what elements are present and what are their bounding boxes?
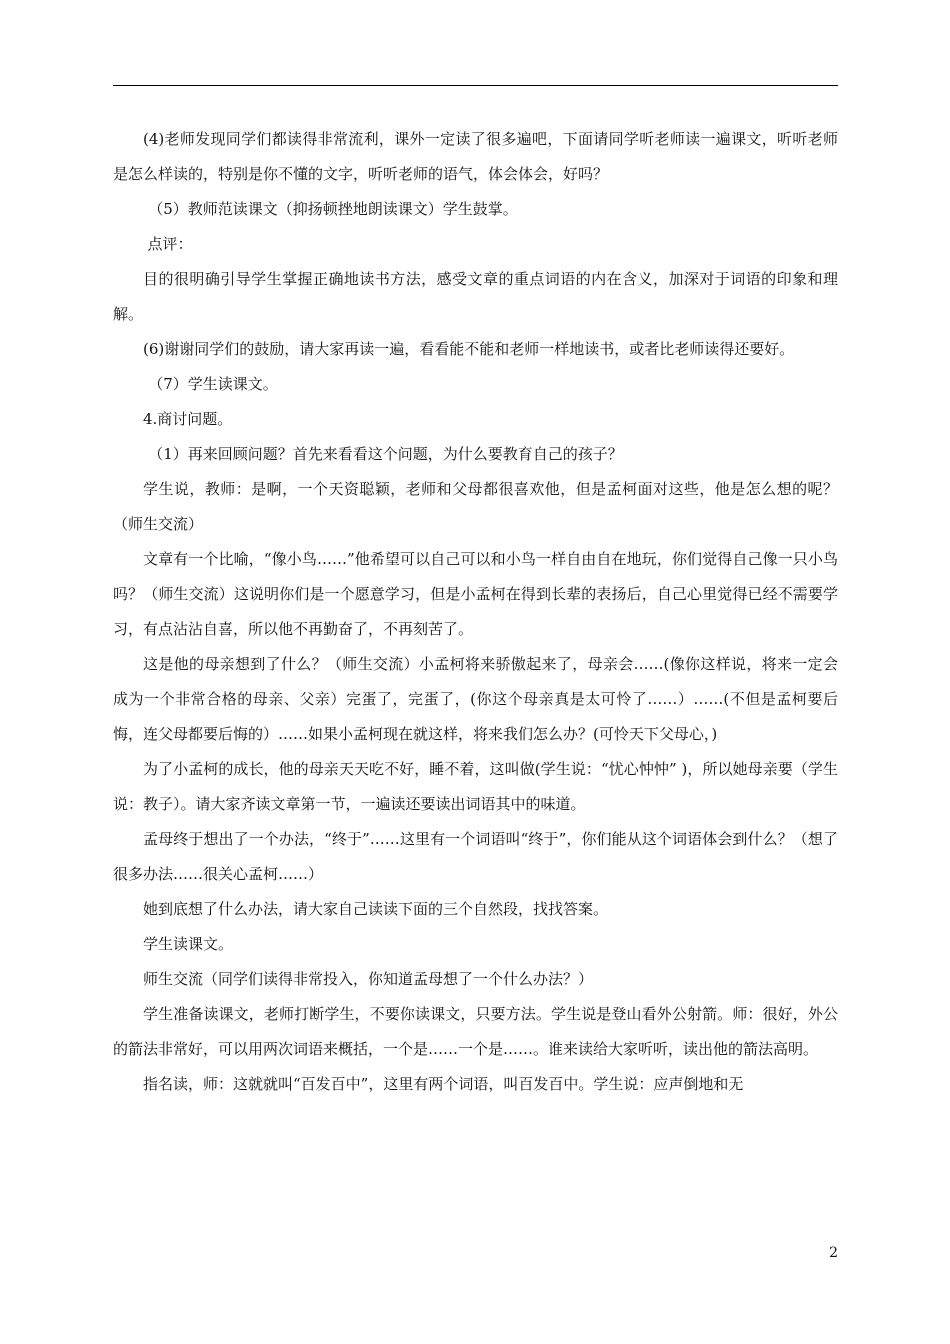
paragraph: (4)老师发现同学们都读得非常流利，课外一定读了很多遍吧，下面请同学听老师读一遍课文，听听老师是怎么样读的，特别是你不懂的文字，听听老师的语气，体会体会，好吗？	[113, 130, 838, 183]
header-rule	[113, 85, 838, 86]
paragraph: 学生说，教师：是啊，一个天资聪颖，老师和父母都很喜欢他，但是孟柯面对这些，他是怎么想的呢？（师生交流）	[113, 480, 838, 533]
paragraph: 为了小孟柯的成长，他的母亲天天吃不好，睡不着，这叫做(学生说：“忧心忡忡” )，所以她母亲要（学生说：教子）。请大家齐读文章第一节，一遍读还要读出词语其中的味道。	[113, 760, 838, 813]
page-number: 2	[829, 1245, 838, 1261]
section-heading: 4.商讨问题。	[143, 410, 233, 428]
paragraph: （5）教师范读课文（抑扬顿挫地朗读课文）学生鼓掌。	[148, 200, 518, 218]
paragraph: （7）学生读课文。	[148, 375, 278, 393]
paragraph: （1）再来回顾问题？首先来看看这个问题，为什么要教育自己的孩子？	[148, 445, 623, 463]
paragraph: 她到底想了什么办法，请大家自己读读下面的三个自然段，找找答案。	[143, 900, 609, 918]
paragraph: 指名读，师：这就就叫“百发百中”，这里有两个词语，叫百发百中。学生说：应声倒地和无	[143, 1075, 744, 1093]
paragraph: (6)谢谢同学们的鼓励，请大家再读一遍，看看能不能和老师一样地读书，或者比老师读得还要好。	[143, 340, 795, 358]
comment-label: 点评：	[147, 235, 193, 253]
paragraph: 学生读课文。	[143, 935, 234, 953]
paragraph: 学生准备读课文，老师打断学生，不要你读课文，只要方法。学生说是登山看外公射箭。师：很好，外公的箭法非常好，可以用两次词语来概括，一个是……一个是……。谁来读给大家听听，读出他的箭法高明。	[113, 1005, 838, 1058]
document-body	[113, 122, 838, 1102]
paragraph: 孟母终于想出了一个办法，“终于”……这里有一个词语叫“终于”，你们能从这个词语体会到什么？（想了很多办法……很关心孟柯……）	[113, 830, 838, 883]
paragraph: 师生交流（同学们读得非常投入，你知道孟母想了一个什么办法？）	[143, 970, 594, 988]
paragraph: 这是他的母亲想到了什么？（师生交流）小孟柯将来骄傲起来了，母亲会……(像你这样说，将来一定会成为一个非常合格的母亲、父亲）完蛋了，完蛋了，(你这个母亲真是太可怜了……）……(不但是孟柯要后悔，连父母都要后悔的）……如果小孟柯现在就这样，将来我们怎么办？(可怜天下父母心，)	[113, 655, 838, 743]
paragraph: 文章有一个比喻，“像小鸟……”他希望可以自己可以和小鸟一样自由自在地玩，你们觉得自己像一只小鸟吗？（师生交流）这说明你们是一个愿意学习，但是小孟柯在得到长辈的表扬后，自己心里觉得已经不需要学习，有点沾沾自喜，所以他不再勤奋了，不再刻苦了。	[113, 550, 838, 638]
paragraph: 目的很明确引导学生掌握正确地读书方法，感受文章的重点词语的内在含义，加深对于词语的印象和理解。	[113, 270, 838, 323]
